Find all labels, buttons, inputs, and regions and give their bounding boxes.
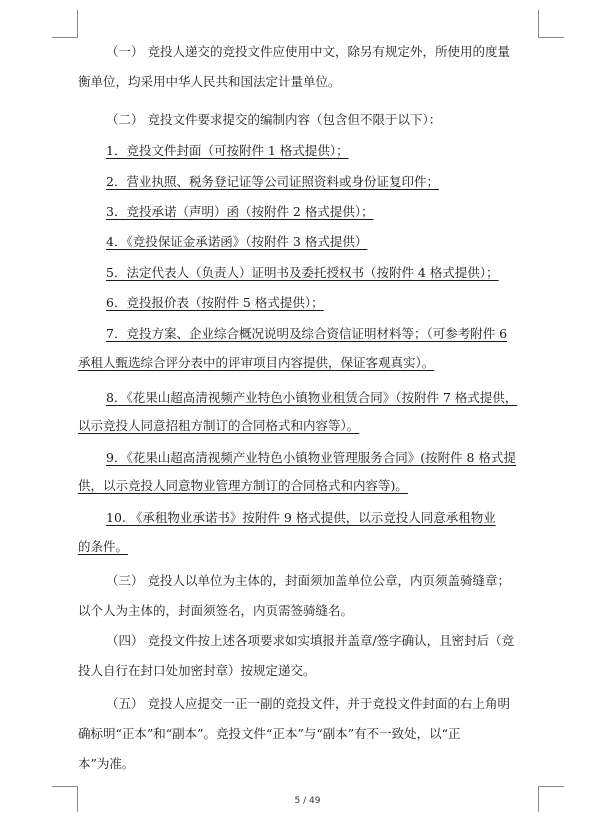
list-item-1: 1．竞投文件封面（可按附件 1 格式提供）； xyxy=(106,143,349,158)
list-item-10-line-2: 的条件。 xyxy=(78,539,129,554)
paragraph-1-line-1: （一） 竞投人递交的竞投文件应使用中文，除另有规定外，所使用的度量 xyxy=(106,44,510,59)
crop-mark xyxy=(52,786,78,787)
crop-mark xyxy=(538,37,564,38)
page-number: 5 / 49 xyxy=(294,796,321,806)
crop-mark xyxy=(538,10,539,37)
list-item-10-line-1: 10. 《承租物业承诺书》按附件 9 格式提供，以示竞投人同意承租物业 xyxy=(106,510,496,525)
paragraph-5-line-2: 确标明“正本”和“副本”。竞投文件“正本”与“副本”有不一致处，以“正 xyxy=(78,726,461,741)
paragraph-4-line-1: （四） 竞投文件按上述各项要求如实填报并盖章/签字确认，且密封后（竞 xyxy=(106,633,515,648)
list-item-9-line-2: 供，以示竞投人同意物业管理方制订的合同格式和内容等)。 xyxy=(78,478,408,493)
list-item-7-line-1: 7．竞投方案、企业综合概况说明及综合资信证明材料等；（可参考附件 6 xyxy=(106,326,508,341)
crop-mark xyxy=(77,10,78,37)
paragraph-5-line-1: （五） 竞投人应提交一正一副的竞投文件，并于竞投文件封面的右上角明 xyxy=(106,696,510,711)
paragraph-2: （二） 竞投文件要求提交的编制内容（包含但不限于以下）： xyxy=(106,112,442,127)
list-item-8-line-1: 8．《花果山超高清视频产业特色小镇物业租赁合同》（按附件 7 格式提供， xyxy=(106,390,518,405)
list-item-2: 2．营业执照、税务登记证等公司证照资料或身份证复印件； xyxy=(106,174,439,189)
list-item-5: 5．法定代表人（负责人）证明书及委托授权书（按附件 4 格式提供）； xyxy=(106,265,499,280)
list-item-3: 3．竞投承诺（声明）函（按附件 2 格式提供）； xyxy=(106,204,374,219)
list-item-7-line-2: 承租人甄选综合评分表中的评审项目内容提供，保证客观真实）。 xyxy=(78,355,435,370)
list-item-9-line-1: 9．《花果山超高清视频产业特色小镇物业管理服务合同》(按附件 8 格式提 xyxy=(106,450,516,465)
list-item-4: 4．《竞投保证金承诺函》（按附件 3 格式提供） xyxy=(106,234,368,249)
paragraph-3-line-2: 以个人为主体的，封面须签名，内页需签骑缝名。 xyxy=(78,603,354,618)
crop-mark xyxy=(52,37,78,38)
paragraph-1-line-2: 衡单位，均采用中华人民共和国法定计量单位。 xyxy=(78,74,341,89)
list-item-6: 6．竞投报价表（按附件 5 格式提供）； xyxy=(106,295,324,310)
list-item-8-line-2: 以示竞投人同意招租方制订的合同格式和内容等）。 xyxy=(78,418,360,433)
paragraph-5-line-3: 本”为准。 xyxy=(78,756,135,771)
paragraph-4-line-2: 投人自行在封口处加密封章）按规定递交。 xyxy=(78,663,316,678)
crop-mark xyxy=(538,786,564,787)
paragraph-3-line-1: （三） 竞投人以单位为主体的，封面须加盖单位公章，内页须盖骑缝章； xyxy=(106,573,510,588)
